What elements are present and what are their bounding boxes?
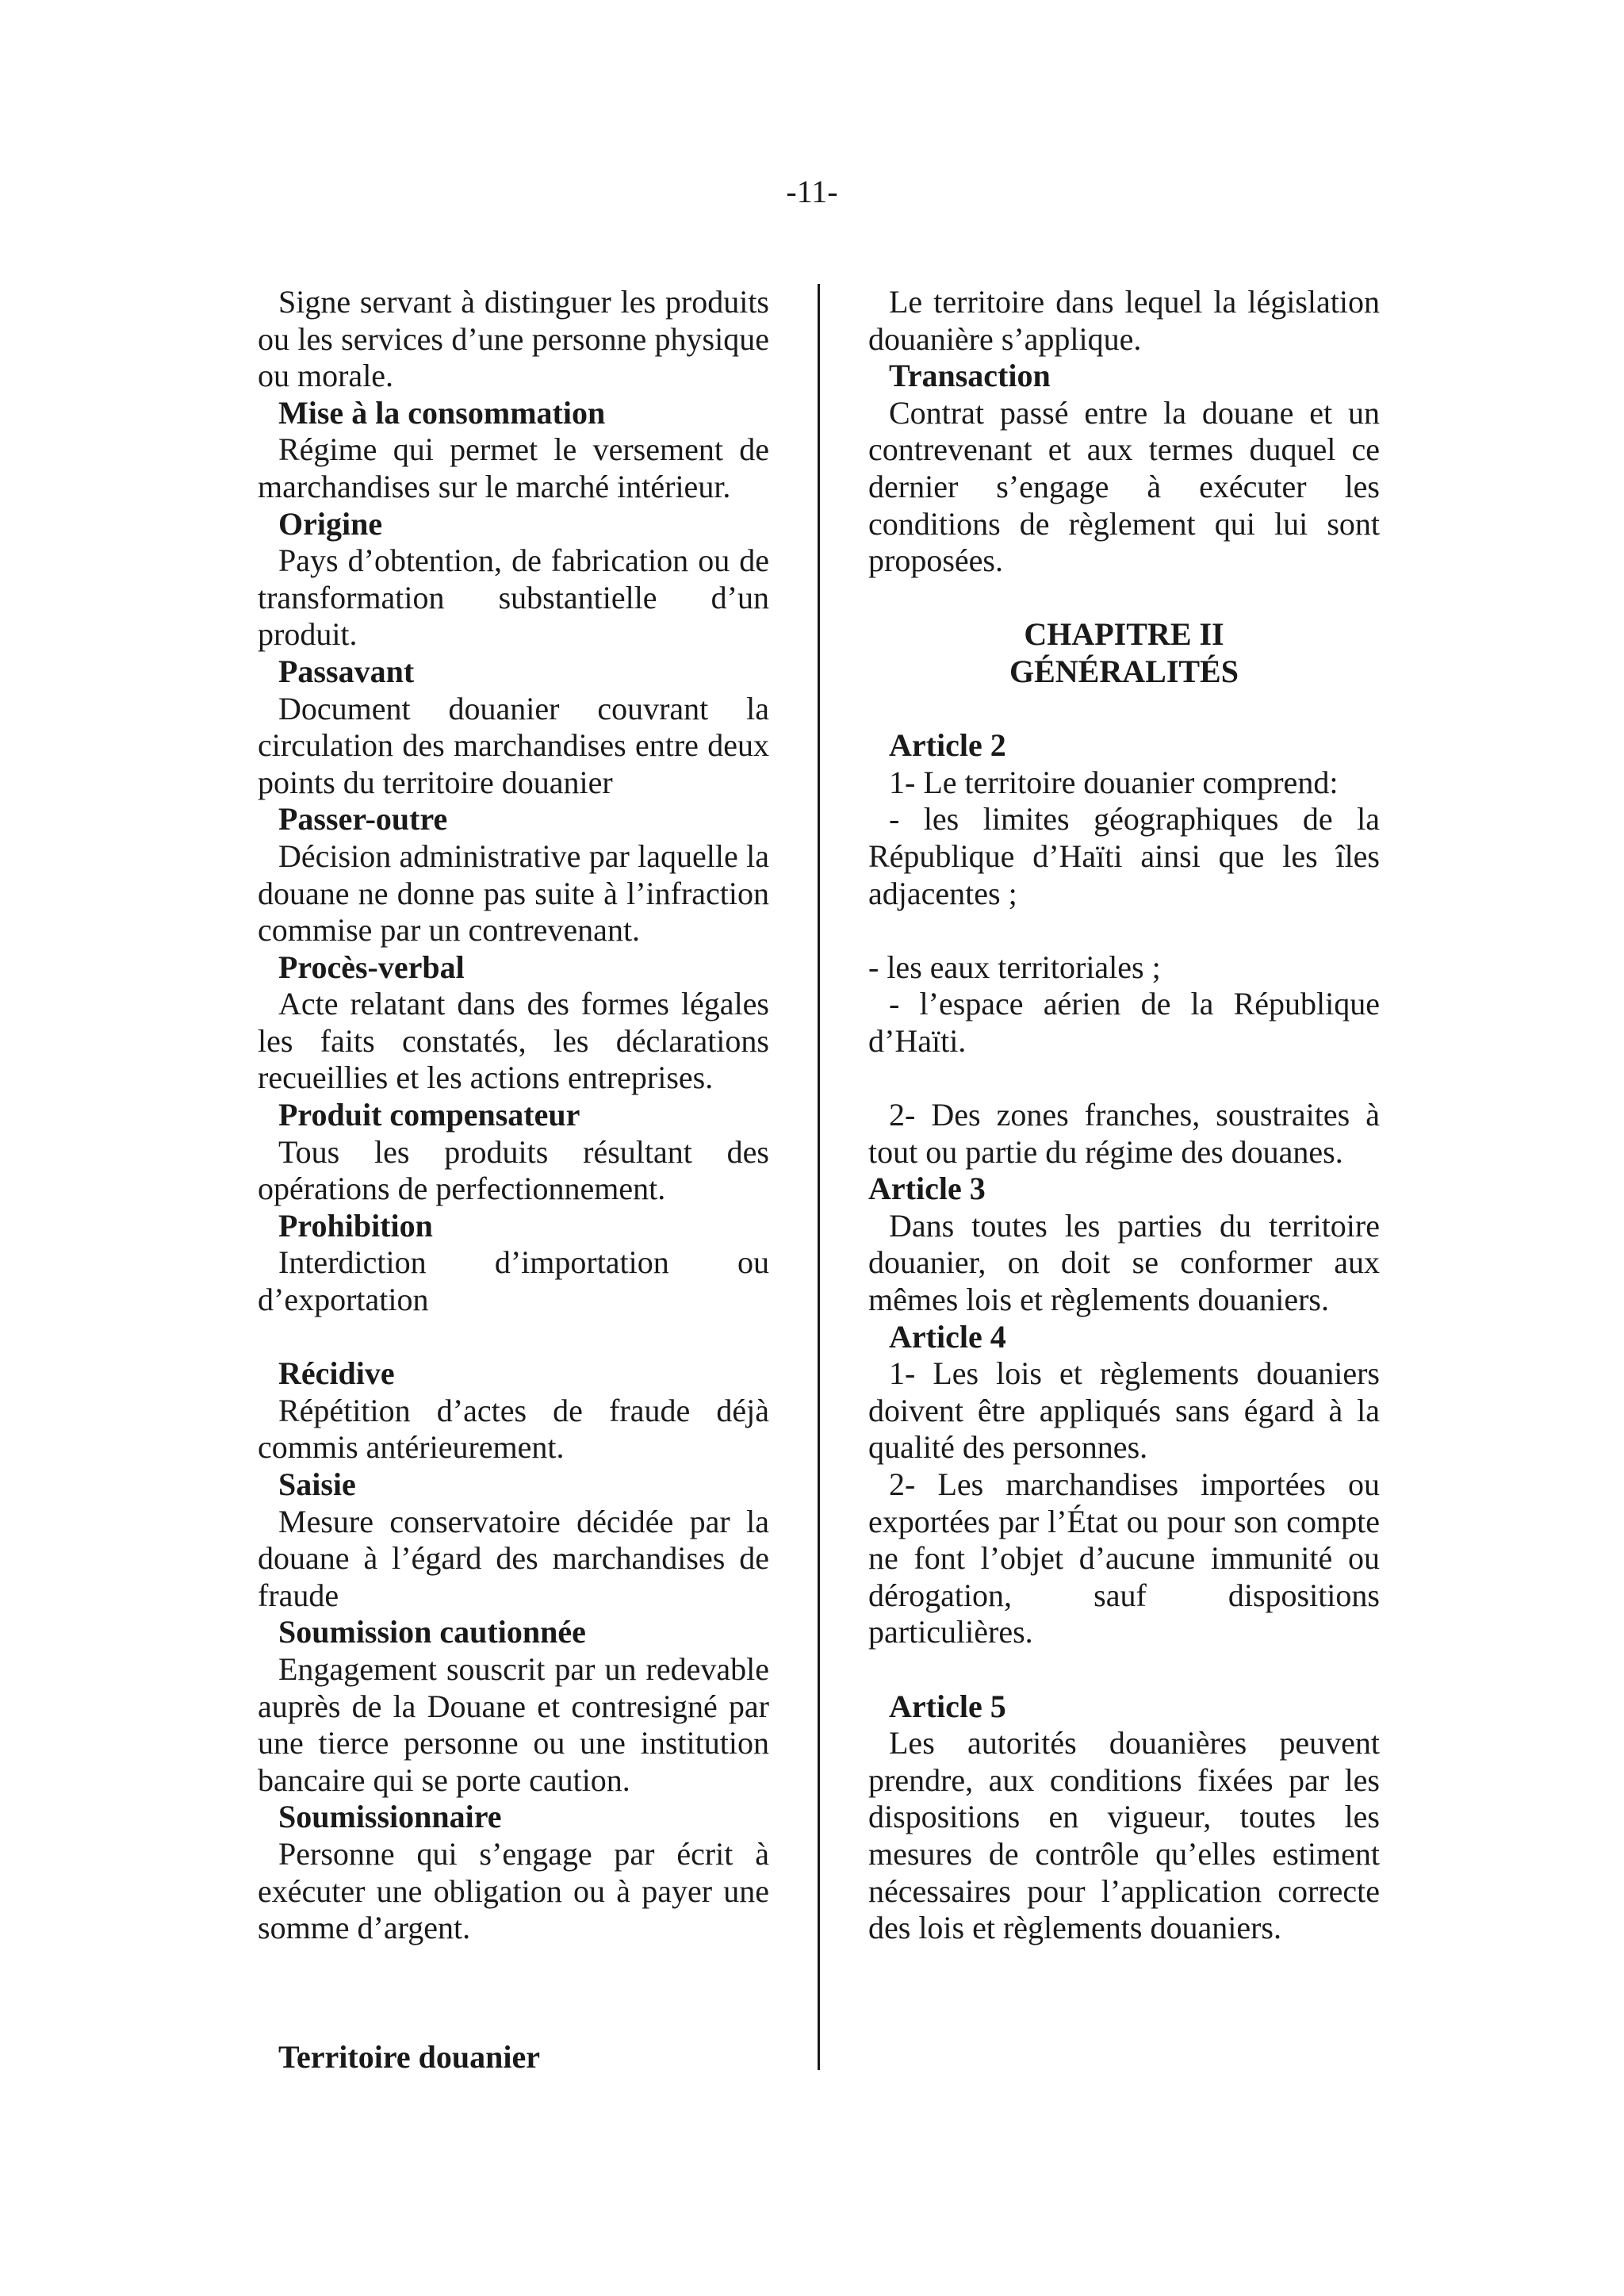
definition-text: Mesure conservatoire décidée par la douane à l’égard des marchandises de fraude bbox=[258, 1503, 769, 1613]
article-text: 1- Le territoire douanier comprend: bbox=[889, 764, 1339, 800]
term-heading: Soumission cautionnée bbox=[278, 1614, 586, 1650]
term-heading: Procès-verbal bbox=[278, 949, 465, 985]
article-heading: Article 5 bbox=[889, 1688, 1006, 1724]
term-heading: Produit compensateur bbox=[278, 1097, 580, 1133]
definition-text: Tous les produits résultant des opérations de perfectionnement. bbox=[258, 1133, 769, 1207]
term-heading: Mise à la consommation bbox=[278, 394, 606, 431]
spacer bbox=[258, 1947, 769, 2040]
spacer bbox=[868, 1060, 1380, 1097]
article-text: - l’espace aérien de la République d’Haïti. bbox=[868, 986, 1380, 1059]
term-heading: Soumissionnaire bbox=[278, 1799, 502, 1835]
definition-text: Acte relatant dans des formes légales les faits constatés, les déclarations recueillies et les actions entreprises. bbox=[258, 986, 769, 1096]
spacer bbox=[868, 1651, 1380, 1688]
term-heading: Récidive bbox=[278, 1355, 395, 1392]
definition-text: Personne qui s’engage par écrit à exécuter une obligation ou à payer une somme d’argent. bbox=[258, 1835, 769, 1946]
term-heading: Passer-outre bbox=[278, 801, 448, 838]
article-heading: Article 3 bbox=[868, 1171, 986, 1207]
definition-text: Régime qui permet le versement de marchandises sur le marché intérieur. bbox=[258, 431, 769, 504]
term-heading: Saisie bbox=[278, 1466, 356, 1502]
chapter-number: CHAPITRE II bbox=[1024, 616, 1224, 653]
term-heading: Origine bbox=[278, 505, 383, 542]
column-divider bbox=[818, 284, 820, 2070]
article-heading: Article 4 bbox=[889, 1318, 1006, 1355]
spacer bbox=[868, 912, 1380, 949]
definition-text: Le territoire dans lequel la législation douanière s’applique. bbox=[868, 284, 1380, 357]
left-column bbox=[258, 284, 769, 2076]
article-text: Dans toutes les parties du territoire douanier, on doit se conformer aux mêmes lois et règlements douaniers. bbox=[868, 1207, 1380, 1318]
definition-text: Répétition d’actes de fraude déjà commis antérieurement. bbox=[258, 1392, 769, 1466]
term-heading: Prohibition bbox=[278, 1207, 433, 1244]
definition-text: Interdiction d’importation ou d’exportation bbox=[258, 1244, 769, 1318]
definition-text: Document douanier couvrant la circulation des marchandises entre deux points du territoire douanier bbox=[258, 690, 769, 800]
article-text: 2- Les marchandises importées ou exportées par l’État ou pour son compte ne font l’objet d’aucune immunité ou dérogation, sauf dispositions particulières. bbox=[868, 1466, 1380, 1650]
spacer bbox=[868, 691, 1380, 728]
chapter-title: GÉNÉRALITÉS bbox=[1009, 653, 1239, 689]
term-heading: Transaction bbox=[889, 358, 1051, 394]
right-column bbox=[868, 284, 1380, 1947]
definition-text: Signe servant à distinguer les produits ou les services d’une personne physique ou morale. bbox=[258, 284, 769, 394]
article-text: - les limites géographiques de la République d’Haïti ainsi que les îles adjacentes ; bbox=[868, 801, 1380, 911]
article-text: 2- Des zones franches, soustraites à tout ou partie du régime des douanes. bbox=[868, 1097, 1380, 1170]
term-heading: Passavant bbox=[278, 653, 415, 689]
definition-text: Engagement souscrit par un redevable auprès de la Douane et contresigné par une tierce personne ou une institution bancaire qui se porte caution. bbox=[258, 1650, 769, 1798]
definition-text: Contrat passé entre la douane et un contrevenant et aux termes duquel ce dernier s’engage à exécuter les conditions de règlement qui lui sont proposées. bbox=[868, 394, 1380, 579]
term-heading: Territoire douanier bbox=[278, 2039, 540, 2076]
definition-text: Pays d’obtention, de fabrication ou de transformation substantielle d’un produit. bbox=[258, 542, 769, 653]
page-number: -11- bbox=[786, 174, 838, 209]
article-heading: Article 2 bbox=[889, 727, 1006, 764]
definition-text: Décision administrative par laquelle la douane ne donne pas suite à l’infraction commise par un contrevenant. bbox=[258, 838, 769, 949]
spacer bbox=[868, 580, 1380, 617]
spacer bbox=[258, 1319, 769, 1356]
article-text: 1- Les lois et règlements douaniers doivent être appliqués sans égard à la qualité des personnes. bbox=[868, 1355, 1380, 1466]
article-text: Les autorités douanières peuvent prendre, aux conditions fixées par les dispositions en vigueur, toutes les mesures de contrôle qu’elles estiment nécessaires pour l’application correcte des lois et règlements douaniers. bbox=[868, 1725, 1380, 1946]
article-text: - les eaux territoriales ; bbox=[868, 949, 1161, 985]
